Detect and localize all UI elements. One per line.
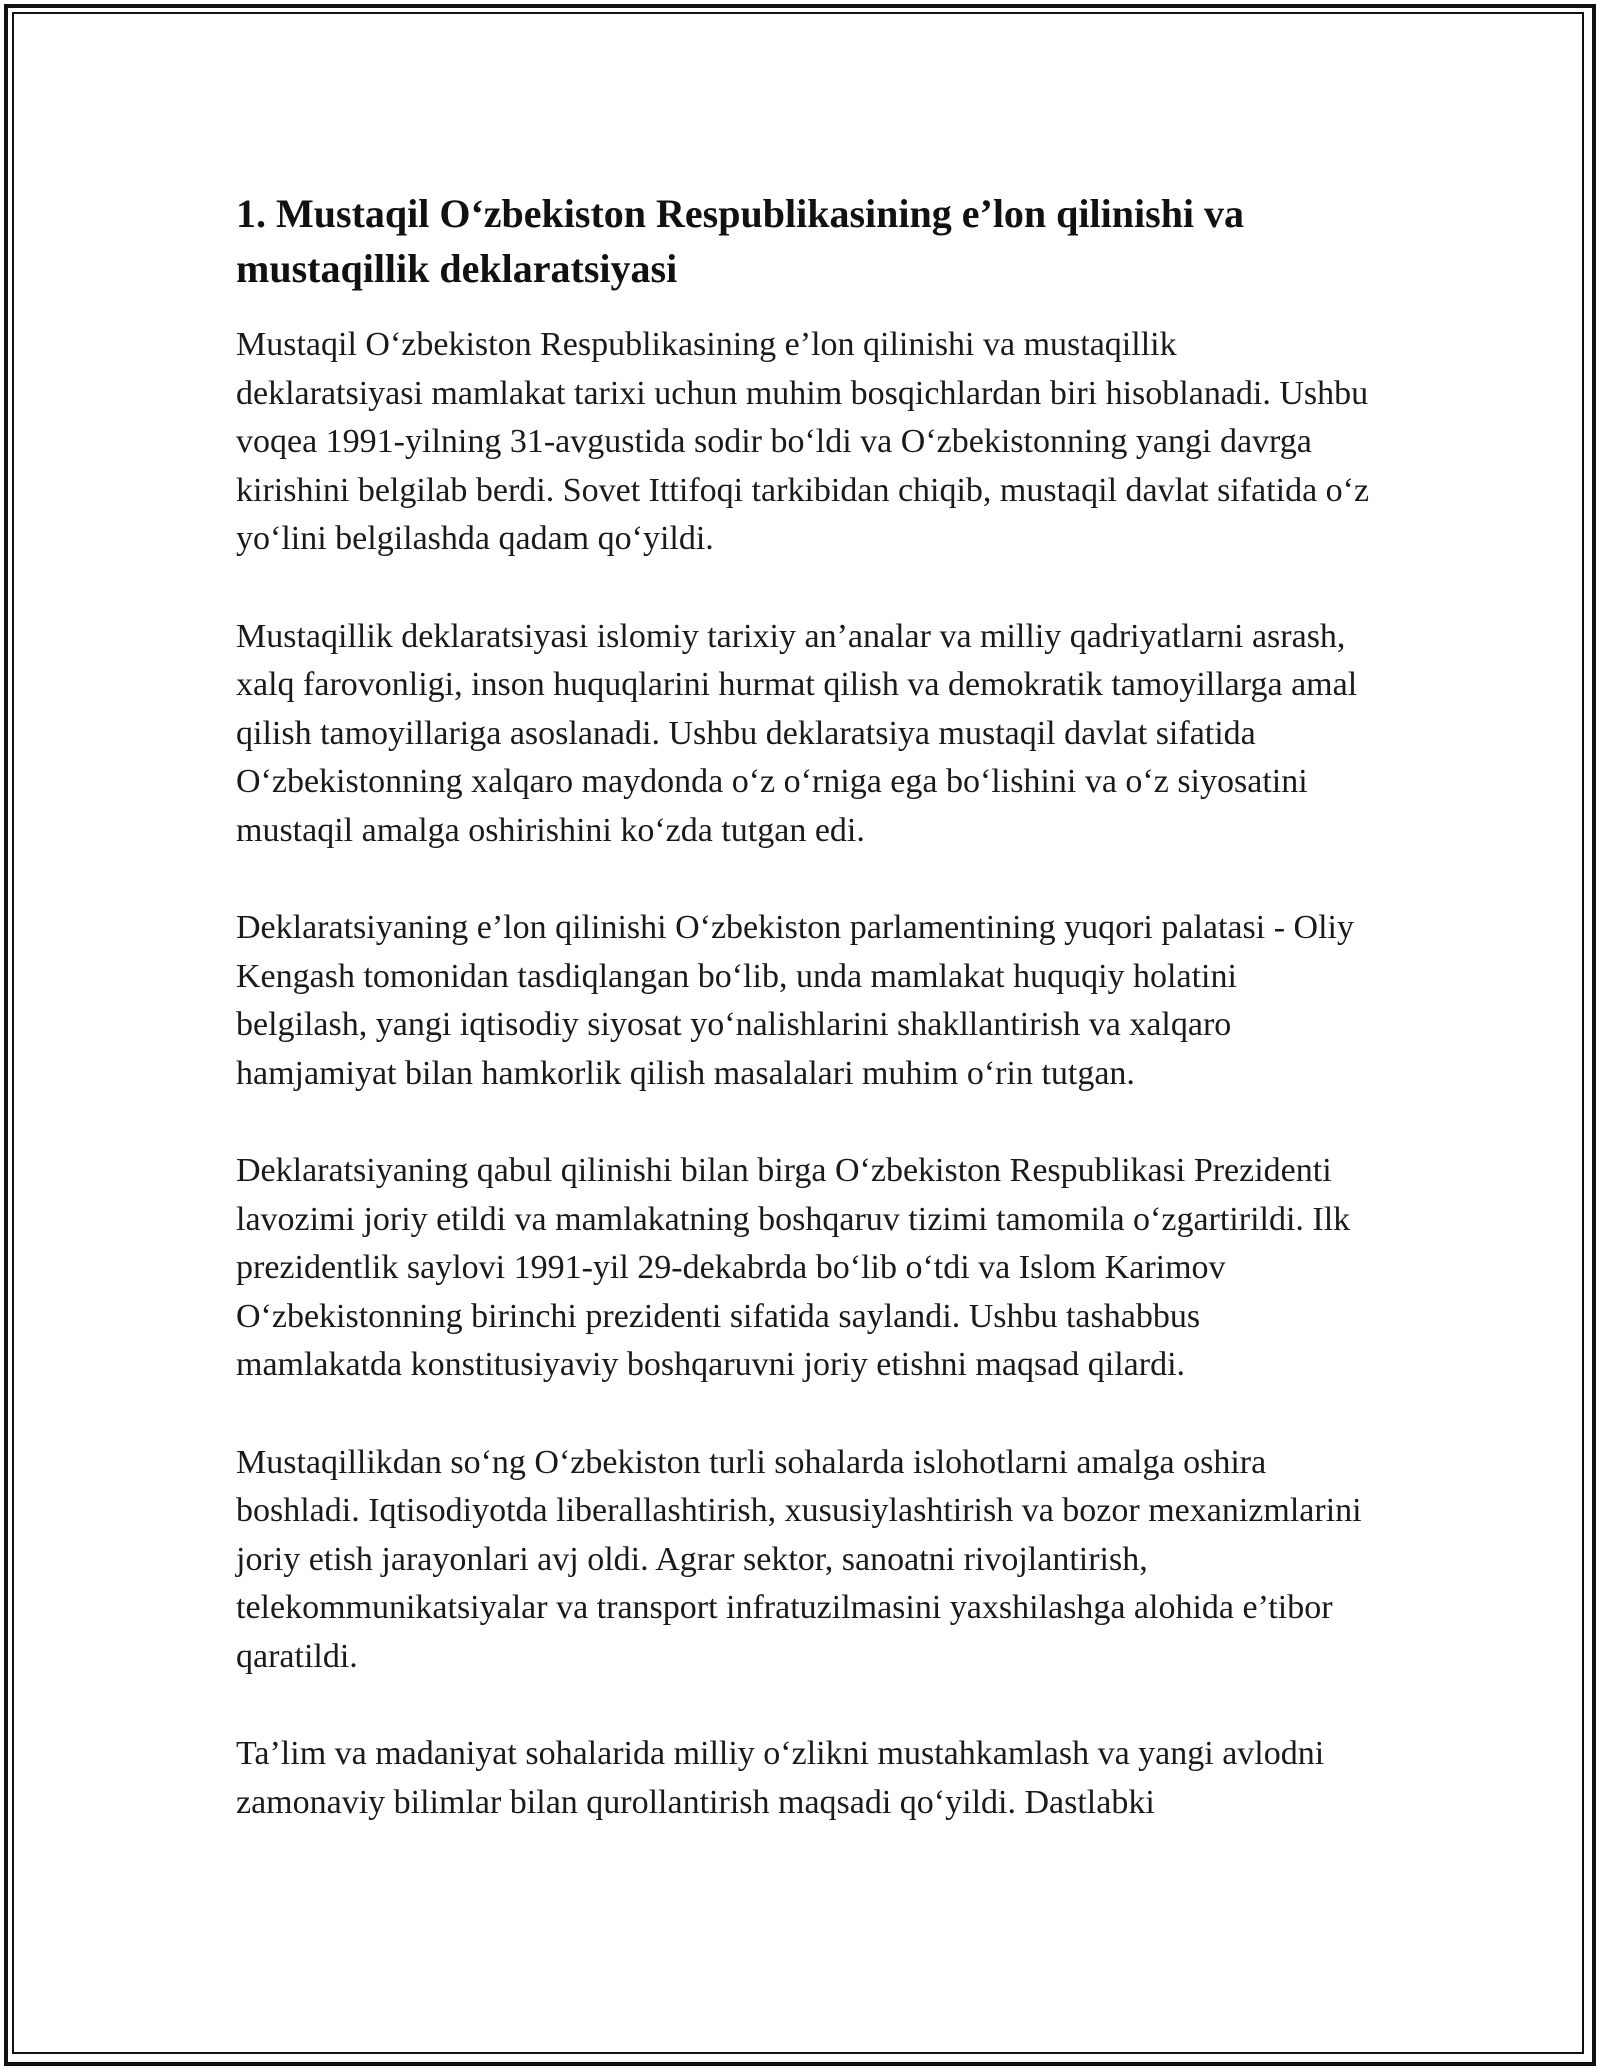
paragraph-4: Deklaratsiyaning qabul qilinishi bilan birga O‘zbekiston Respublikasi Prezidenti lavozimi joriy etildi va mamlakatning boshqaruv tizimi tamomila o‘zgartirildi. Ilk prezidentlik saylovi 1991-yil 29-dekabrda bo‘lib o‘tdi va Islom Karimov O‘zbekistonning birinchi prezidenti sifatida saylandi. Ushbu tashabbus mamlakatda konstitusiyaviy boshqaruvni joriy etishni maqsad qilardi. [236,1152,1351,1383]
paragraph-3: Deklaratsiyaning e’lon qilinishi O‘zbekiston parlamentining yuqori palatasi - Oliy Kengash tomonidan tasdiqlangan bo‘lib, unda mamlakat huquqiy holatini belgilash, yangi iqtisodiy siyosat yo‘nalishlarini shakllantirish va xalqaro hamjamiyat bilan hamkorlik qilish masalalari muhim o‘rin tutgan. [236,909,1354,1092]
paragraph-2: Mustaqillik deklaratsiyasi islomiy tarixiy an’analar va milliy qadriyatlarni asrash, xalq farovonligi, inson huquqlarini hurmat qilish va demokratik tamoyillarga amal qilish tamoyillariga asoslanadi. Ushbu deklaratsiya mustaqil davlat sifatida O‘zbekistonning xalqaro maydonda o‘z o‘rniga ega bo‘lishini va o‘z siyosatini mustaqil amalga oshirishini ko‘zda tutgan edi. [236,617,1358,849]
paragraph-1: Mustaqil O‘zbekiston Respublikasining e’lon qilinishi va mustaqillik deklaratsiyasi mamlakat tarixi uchun muhim bosqichlardan biri hisoblanadi. Ushbu voqea 1991-yilning 31-avgustida sodir bo‘ldi va O‘zbekistonning yangi davrga kirishini belgilab berdi. Sovet Ittifoqi tarkibidan chiqib, mustaqil davlat sifatida o‘z yo‘lini belgilashda qadam qo‘yildi. [236,326,1370,557]
paragraph-5: Mustaqillikdan so‘ng O‘zbekiston turli sohalarda islohotlarni amalga oshira boshladi. Iqtisodiyotda liberallashtirish, xususiylashtirish va bozor mexanizmlarini joriy etish jarayonlari avj oldi. Agrar sektor, sanoatni rivojlantirish, telekommunikatsiyalar va transport infratuzilmasini yaxshilashga alohida e’tibor qaratildi. [236,1443,1362,1675]
paragraph-6: Ta’lim va madaniyat sohalarida milliy o‘zlikni mustahkamlash va yangi avlodni zamonaviy bilimlar bilan qurollantirish maqsadi qo‘yildi. Dastlabki [236,1735,1325,1821]
document-body [236,186,1372,1827]
section-heading: 1. Mustaqil O‘zbekiston Respublikasining e’lon qilinishi va mustaqillik deklaratsiyasi [236,191,1245,291]
